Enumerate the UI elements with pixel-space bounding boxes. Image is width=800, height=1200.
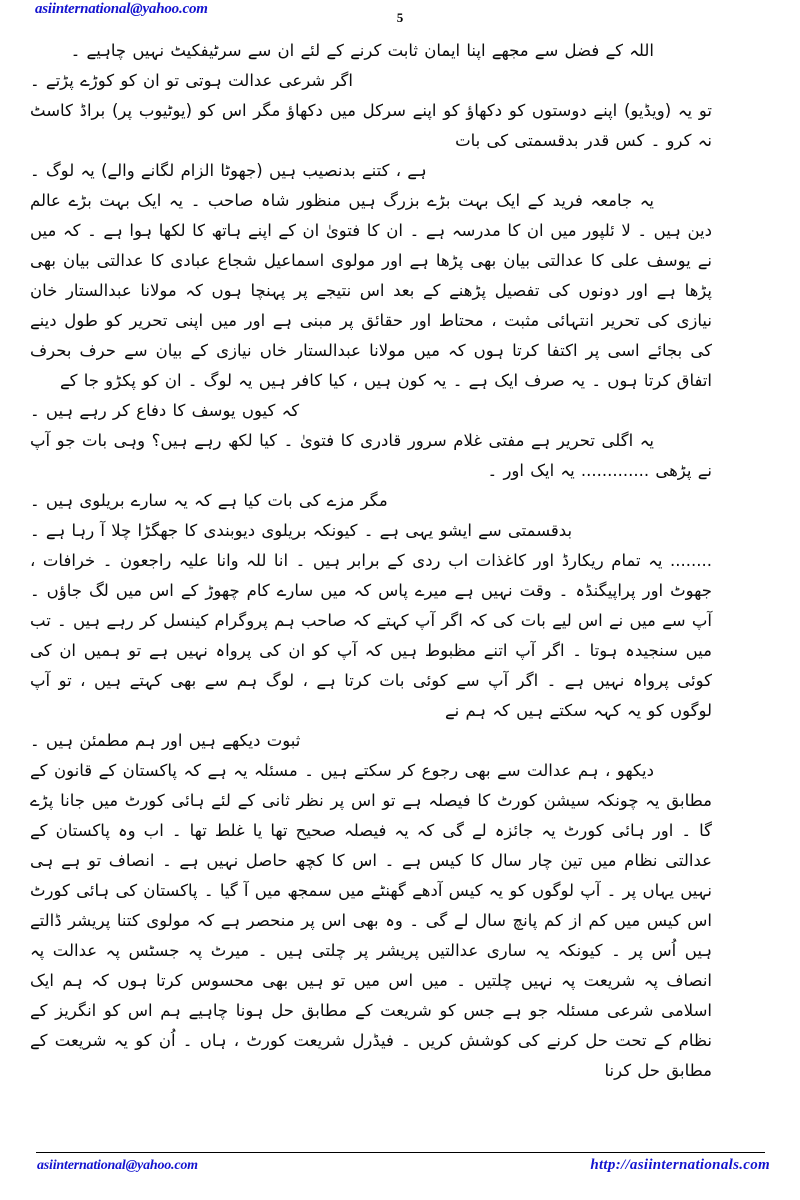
paragraph-line: مولوی کتنا پریشر ڈالتے ہیں اُس پر ۔ کیونکہ یہ ساری عدالتیں پریشر پر چلتی ہیں ۔ میرٹ پہ جسٹس پہ عدالت پہ انصاف پہ شریعت پہ [30,911,712,990]
paragraph-line: فیصلہ ہے تو اس پر نظر ثانی کے لئے ہائی کورٹ میں جانا پڑے گا ۔ اور ہائی کورٹ یہ جائزہ لے گی کہ یہ فیصلہ صحیح تھا یا غلط تھا ۔ اب وہ [30,791,712,840]
paragraph-line: ہم اس کو انگریز کے نظام کے تحت حل کرنے کی کوشش کریں ۔ فیڈرل شریعت کورٹ ، ہاں ۔ اُن کو یہ شریعت کے مطابق حل کرنا [30,1001,712,1080]
footer-website-url[interactable]: http://asiinternationals.com [590,1157,770,1173]
paragraph-line: ........ یہ تمام ریکارڈ اور کاغذات اب ردی کے برابر ہیں ۔ انا للہ وانا علیہ راجعون ۔ خرافات ، جھوٹ اور پراپیگنڈہ ۔ وقت نہیں [30,551,712,600]
paragraph-line: شجاع عبادی کا عدالتی بیان بھی پڑھا ہے اور دونوں کی تفصیل پڑھنے کے بعد اس نتیجے پر پہنچا ہوں کہ مولانا عبدالستار خان نیازی کی [30,251,712,330]
paragraph-line: دیکھو ، ہم عدالت سے بھی رجوع کر سکتے ہیں ۔ مسئلہ یہ ہے کہ پاکستان کے قانون کے مطابق یہ چونکہ سیشن کورٹ کا [30,761,713,810]
paragraph-line: نہیں چلتیں ۔ میں اس میں تو ہیں بھی محسوس کرتا ہوں کہ ہم ایک اسلامی شرعی مسئلہ جو ہے جس کو شریعت کے مطابق حل ہونا چاہیے [30,971,712,1020]
paragraph-line: یہ اگلی تحریر ہے مفتی غلام سرور قادری کا فتویٰ ۔ کیا لکھ رہے ہیں؟ وہی بات جو آپ نے پڑھی ............. یہ ایک اور ۔ [30,431,712,480]
paragraph-1 [30,36,712,96]
paragraph-8 [30,756,712,1086]
header-email-address: asiinternational@yahoo.com [35,1,208,17]
paragraph-line: مدرسہ ہے ۔ ان کا فتویٰ ان کے اپنے ہاتھ کا لکھا ہوا ہے ۔ کہ میں نے یوسف علی کا عدالتی بیان بھی پڑھا ہے اور مولوی اسماعیل [30,221,712,270]
page-number: 5 [396,10,404,25]
paragraph-2 [30,96,712,186]
paragraph-line: ہے ، کتنے بدنصیب ہیں (جھوٹا الزام لگانے والے) یہ لوگ ۔ [30,161,427,180]
paragraph-5 [30,486,712,516]
paragraph-line: کی کوئی پرواہ نہیں ہے ۔ اگر آپ سے کوئی بات کرتا ہے ، لوگ ہم سے بھی کہتے ہیں ، تو آپ لوگوں کو یہ کہہ سکتے ہیں کہ ہم نے [30,641,712,720]
paragraph-line: ہے میرے پاس کہ میں سارے کام چھوڑ کے اس میں لگ جاؤں ۔ آپ سے میں نے اس لیے بات کی کہ اگر آپ کہتے کہ [30,581,712,630]
paragraph-line: خاں نیازی کے بیان سے حرف بحرف اتفاق کرتا ہوں ۔ یہ صرف ایک ہے ۔ یہ کون ہیں ، کیا کافر ہیں یہ لوگ ۔ ان کو پکڑو جا کے [30,341,712,390]
paragraph-line: تحریر انتہائی مثبت ، محتاط اور حقائق پر مبنی ہے اور میں اپنی تحریر کو طول دینے کی بجائے اسی پر اکتفا کرتا ہوں کہ میں مولانا عبدالستار [30,311,712,360]
paragraph-7 [30,546,712,756]
paragraph-4 [30,426,712,486]
document-body [30,36,712,1136]
paragraph-3 [30,186,712,426]
paragraph-line: یہ کیس آدھے گھنٹے میں سمجھ میں آ گیا ۔ پاکستان کی ہائی کورٹ اس کیس میں کم از کم پانچ سال لے گی ۔ وہ بھی اس پر منحصر ہے کہ [30,881,712,930]
paragraph-line: تو یہ (ویڈیو) اپنے دوستوں کو دکھاؤ کو اپنے سرکل میں دکھاؤ مگر اس کو (یوٹیوب پر) براڈ کاسٹ نہ کرو ۔ کس قدر بدقسمتی کی بات [30,101,712,150]
paragraph-line: صاحب ہم پروگرام کینسل کر رہے ہیں ۔ تب میں سنجیدہ ہوتا ۔ اگر آپ اتنے مظبوط ہیں کہ آپ کو ان کی پرواہ نہیں ہے تو ہمیں ان [30,611,712,660]
paragraph-line: مگر مزے کی بات کیا ہے کہ یہ سارے بریلوی ہیں ۔ [30,491,388,510]
paragraph-line: یہ جامعہ فرید کے ایک بہت بڑے بزرگ ہیں منظور شاہ صاحب ۔ یہ ایک بہت بڑے عالم دین ہیں ۔ لا ئلپور میں ان کا [30,191,712,240]
footer-divider [36,1152,765,1153]
paragraph-line: ثبوت دیکھے ہیں اور ہم مطمئن ہیں ۔ [30,731,301,750]
paragraph-6 [30,516,712,546]
paragraph-line: کہ کیوں یوسف کا دفاع کر رہے ہیں ۔ [30,401,300,420]
page-footer [0,1146,800,1186]
paragraph-line: پاکستان کے عدالتی نظام میں تین چار سال کا کیس ہے ۔ اس کا کچھ حاصل نہیں ہے ۔ انصاف تو ہے ہی نہیں یہاں پر ۔ آپ لوگوں کو [30,821,712,900]
paragraph-line: اللہ کے فضل سے مجھے اپنا ایمان ثابت کرنے کے لئے ان سے سرٹیفکیٹ نہیں چاہیے ۔ [70,41,654,60]
page-header [0,0,800,34]
paragraph-line: بدقسمتی سے ایشو یہی ہے ۔ کیونکہ بریلوی دیوبندی کا جھگڑا چلا آ رہا ہے ۔ [30,521,573,540]
paragraph-line: اگر شرعی عدالت ہوتی تو ان کو کوڑے پڑتے ۔ [30,71,353,90]
footer-email-address[interactable]: asiinternational@yahoo.com [37,1158,198,1173]
